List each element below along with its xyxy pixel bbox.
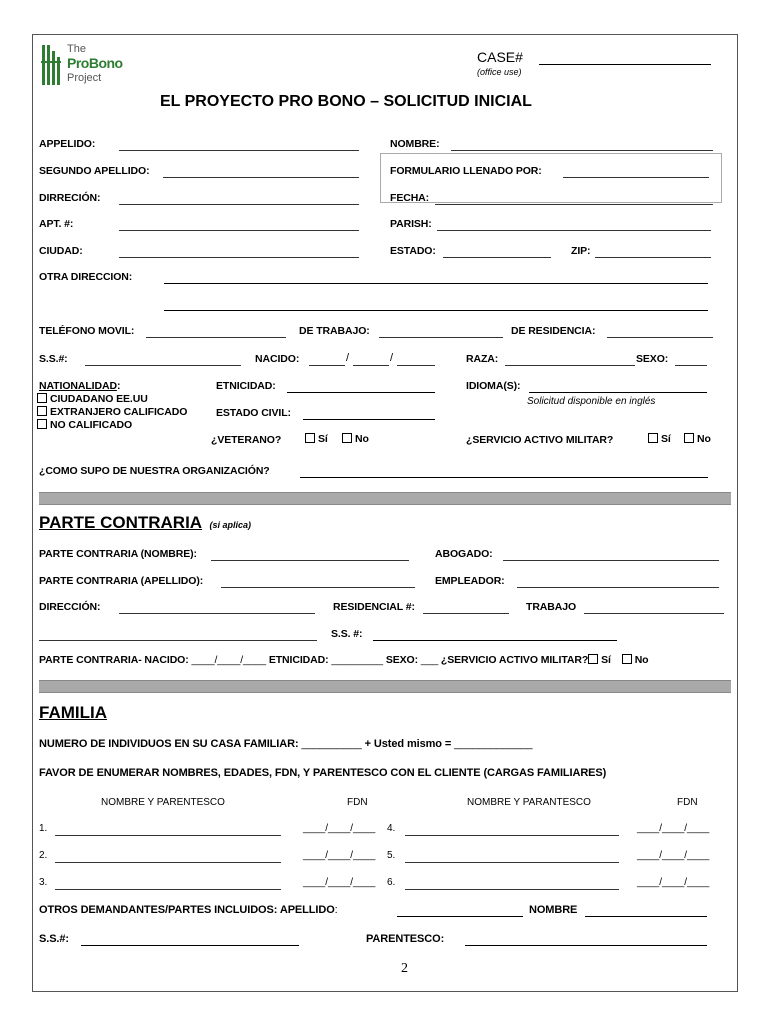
form-title: EL PROYECTO PRO BONO – SOLICITUD INICIAL <box>160 93 532 110</box>
formulario-field[interactable] <box>563 177 709 178</box>
nationalidad-text: NATIONALIDAD <box>39 380 117 392</box>
sexo-label: SEXO: <box>636 353 669 365</box>
section-divider-1 <box>39 492 731 505</box>
idioma-label: IDIOMA(S): <box>466 380 521 392</box>
dependiente-row-3-nombre[interactable] <box>55 889 281 890</box>
estado-field[interactable] <box>443 257 551 258</box>
usted-mismo-label: + Usted mismo = <box>364 738 452 750</box>
col-header-fdn-1: FDN <box>347 797 368 808</box>
parentesco-label: PARENTESCO: <box>366 933 445 945</box>
contraria-etnicidad-field[interactable]: _________ <box>331 654 383 666</box>
parish-field[interactable] <box>437 230 711 231</box>
contraria-servicio-label: ¿SERVICIO ACTIVO MILITAR? <box>440 654 589 666</box>
contraria-sexo-label: SEXO: <box>385 654 419 666</box>
ciudadano-label: CIUDADANO EE.UU <box>50 393 148 405</box>
contraria-nombre-field[interactable] <box>211 560 409 561</box>
contraria-nacido-label: PARTE CONTRARIA- NACIDO: <box>39 654 189 666</box>
servicio-no-checkbox[interactable] <box>684 433 694 443</box>
logo-mark-icon <box>41 43 63 87</box>
col-header-nombre-2: NOMBRE Y PARANTESCO <box>467 797 591 808</box>
raza-field[interactable] <box>505 365 635 366</box>
formulario-box <box>380 153 722 203</box>
nacido-sep-1: / <box>346 352 350 364</box>
de-trabajo-label: DE TRABAJO: <box>299 325 370 337</box>
col-header-fdn-2: FDN <box>677 797 698 808</box>
dependiente-row-2-num: 2. <box>39 850 48 861</box>
section-divider-2 <box>39 680 731 693</box>
contraria-ss-label: S.S. #: <box>331 628 363 640</box>
nombre-label: NOMBRE: <box>390 138 440 150</box>
otros-nombre-label: NOMBRE <box>529 904 578 916</box>
como-supo-label: ¿COMO SUPO DE NUESTRA ORGANIZACIÓN? <box>39 465 270 477</box>
servicio-si-label: Sí <box>661 433 671 445</box>
telefono-movil-field[interactable] <box>146 337 286 338</box>
dependiente-row-4-fdn[interactable]: ____/____/____ <box>637 823 710 834</box>
parish-label: PARISH: <box>390 218 432 230</box>
office-use-note: (office use) <box>477 67 522 77</box>
contraria-si-label: Sí <box>601 654 611 666</box>
parentesco-field[interactable] <box>465 945 707 946</box>
otros-demandantes-text: OTROS DEMANDANTES/PARTES INCLUIDOS: APELLIDO <box>39 904 335 916</box>
servicio-si-checkbox[interactable] <box>648 433 658 443</box>
veterano-si-label: Sí <box>318 433 328 445</box>
servicio-no[interactable] <box>684 433 711 445</box>
nationalidad-label <box>39 380 120 392</box>
segundo-apellido-label: SEGUNDO APELLIDO: <box>39 165 150 177</box>
de-residencia-field[interactable] <box>607 337 713 338</box>
logo-the: The <box>67 43 86 55</box>
contraria-no-label: No <box>634 654 649 666</box>
servicio-no-label: No <box>697 433 711 445</box>
abogado-field[interactable] <box>503 560 719 561</box>
nacido-day-field[interactable] <box>353 365 389 366</box>
contraria-nacido-row <box>39 654 649 666</box>
residencial-label: RESIDENCIAL #: <box>333 601 415 613</box>
dependiente-row-1-nombre[interactable] <box>55 835 281 836</box>
si-aplica-note: (si aplica) <box>209 520 252 530</box>
apellido-label: APPELIDO: <box>39 138 96 150</box>
telefono-movil-label: TELÉFONO MOVIL: <box>39 325 135 337</box>
veterano-no[interactable] <box>342 433 369 445</box>
dependiente-row-2-fdn[interactable]: ____/____/____ <box>303 850 376 861</box>
estado-label: ESTADO: <box>390 245 436 257</box>
etnicidad-field[interactable] <box>287 392 435 393</box>
ss-label: S.S.#: <box>39 353 68 365</box>
estado-civil-label: ESTADO CIVIL: <box>216 407 291 419</box>
case-label: CASE# <box>477 49 523 65</box>
otros-nombre-field[interactable] <box>585 916 707 917</box>
contraria-ss-field[interactable] <box>373 640 617 641</box>
como-supo-field[interactable] <box>300 477 708 478</box>
empleador-field[interactable] <box>517 587 719 588</box>
otros-ss-label: S.S.#: <box>39 933 69 945</box>
ciudad-field[interactable] <box>119 257 359 258</box>
familia-title: FAMILIA <box>39 703 107 722</box>
favor-enumerar-label: FAVOR DE ENUMERAR NOMBRES, EDADES, FDN, Y PARENTESCO CON EL CLIENTE (CARGAS FAMILIARES) <box>39 767 607 779</box>
direccion-field[interactable] <box>119 204 359 205</box>
residencial-field[interactable] <box>423 613 509 614</box>
formulario-label: FORMULARIO LLENADO POR: <box>390 165 542 177</box>
apt-field[interactable] <box>119 230 359 231</box>
option-extranjero[interactable] <box>37 406 187 418</box>
option-no-calificado[interactable] <box>37 419 132 431</box>
veterano-no-label: No <box>355 433 369 445</box>
usted-mismo-field[interactable]: _____________ <box>454 738 533 750</box>
apellido-field[interactable] <box>119 150 359 151</box>
nacido-month-field[interactable] <box>309 365 345 366</box>
trabajo-field[interactable] <box>584 613 724 614</box>
otra-direccion-field-1[interactable] <box>164 283 708 284</box>
parte-contraria-heading <box>39 513 251 533</box>
contraria-nacido-field[interactable]: ____/____/____ <box>191 654 266 666</box>
probono-logo <box>41 43 131 89</box>
contraria-si-checkbox[interactable] <box>588 654 598 664</box>
logo-project: Project <box>67 72 102 84</box>
no-calificado-checkbox[interactable] <box>37 419 47 429</box>
zip-field[interactable] <box>595 257 711 258</box>
dependiente-row-2-nombre[interactable] <box>55 862 281 863</box>
nacido-year-field[interactable] <box>397 365 435 366</box>
servicio-si[interactable] <box>648 433 671 445</box>
dependiente-row-5-fdn[interactable]: ____/____/____ <box>637 850 710 861</box>
otros-apellido-field[interactable] <box>397 916 523 917</box>
dependiente-row-6-nombre[interactable] <box>405 889 619 890</box>
extranjero-checkbox[interactable] <box>37 406 47 416</box>
etnicidad-label: ETNICIDAD: <box>216 380 276 392</box>
case-number-field[interactable] <box>539 64 711 65</box>
numero-individuos-field[interactable]: __________ <box>301 738 362 750</box>
direccion-label: DIRRECIÓN: <box>39 192 101 204</box>
veterano-no-checkbox[interactable] <box>342 433 352 443</box>
solicitud-ingles-note: Solicitud disponible en inglés <box>527 396 656 407</box>
nacido-label: NACIDO: <box>255 353 300 365</box>
servicio-activo-label: ¿SERVICIO ACTIVO MILITAR? <box>466 434 614 446</box>
dependiente-row-4-nombre[interactable] <box>405 835 619 836</box>
otros-ss-field[interactable] <box>81 945 299 946</box>
segundo-apellido-field[interactable] <box>163 177 359 178</box>
empleador-label: EMPLEADOR: <box>435 575 505 587</box>
numero-individuos-label: NUMERO DE INDIVIDUOS EN SU CASA FAMILIAR: <box>39 738 299 750</box>
otra-direccion-label: OTRA DIRECCION: <box>39 271 133 283</box>
otros-demandantes-label <box>39 904 338 916</box>
otros-demandantes-colon: : <box>334 904 338 916</box>
dependiente-row-5-num: 5. <box>387 850 396 861</box>
idioma-field[interactable] <box>529 392 707 393</box>
de-trabajo-field[interactable] <box>379 337 503 338</box>
dependiente-row-1-num: 1. <box>39 823 48 834</box>
contraria-apellido-field[interactable] <box>221 587 415 588</box>
dependiente-row-4-num: 4. <box>387 823 396 834</box>
veterano-si-checkbox[interactable] <box>305 433 315 443</box>
page-number: 2 <box>401 961 408 976</box>
veterano-si[interactable] <box>305 433 328 445</box>
veterano-label: ¿VETERANO? <box>211 434 282 446</box>
parte-contraria-title: PARTE CONTRARIA <box>39 513 203 532</box>
raza-label: RAZA: <box>466 353 499 365</box>
contraria-direccion-label: DIRECCIÓN: <box>39 601 101 613</box>
abogado-label: ABOGADO: <box>435 548 493 560</box>
logo-probono: ProBono <box>67 55 123 71</box>
contraria-nombre-label: PARTE CONTRARIA (NOMBRE): <box>39 548 197 560</box>
dependiente-row-1-fdn[interactable]: ____/____/____ <box>303 823 376 834</box>
contraria-no-checkbox[interactable] <box>622 654 632 664</box>
dependiente-row-6-fdn[interactable]: ____/____/____ <box>637 877 710 888</box>
dependiente-row-3-num: 3. <box>39 877 48 888</box>
de-residencia-label: DE RESIDENCIA: <box>511 325 596 337</box>
dependiente-row-5-nombre[interactable] <box>405 862 619 863</box>
col-header-nombre-1: NOMBRE Y PARENTESCO <box>101 797 225 808</box>
zip-label: ZIP: <box>571 245 591 257</box>
contraria-sexo-field[interactable]: ___ <box>420 654 439 666</box>
numero-individuos-row <box>39 738 532 750</box>
estado-civil-field[interactable] <box>303 419 435 420</box>
ciudad-label: CIUDAD: <box>39 245 83 257</box>
contraria-apellido-label: PARTE CONTRARIA (APELLIDO): <box>39 575 204 587</box>
extranjero-label: EXTRANJERO CALIFICADO <box>50 406 188 418</box>
nombre-field[interactable] <box>451 150 713 151</box>
nacido-sep-2: / <box>390 352 394 364</box>
contraria-etnicidad-label: ETNICIDAD: <box>268 654 329 666</box>
nationalidad-colon: : <box>116 380 121 392</box>
fecha-label: FECHA: <box>390 192 430 204</box>
ciudadano-checkbox[interactable] <box>37 393 47 403</box>
contraria-direccion-field[interactable] <box>119 613 315 614</box>
contraria-extra-field[interactable] <box>39 640 317 641</box>
dependiente-row-3-fdn[interactable]: ____/____/____ <box>303 877 376 888</box>
dependiente-row-6-num: 6. <box>387 877 396 888</box>
option-ciudadano[interactable] <box>37 393 148 405</box>
sexo-field[interactable] <box>675 365 707 366</box>
no-calificado-label: NO CALIFICADO <box>50 419 133 431</box>
form-page <box>32 34 738 992</box>
ss-field[interactable] <box>85 365 241 366</box>
trabajo-label: TRABAJO <box>526 601 577 613</box>
otra-direccion-field-2[interactable] <box>164 310 708 311</box>
fecha-field[interactable] <box>435 204 713 205</box>
apt-label: APT. #: <box>39 218 74 230</box>
